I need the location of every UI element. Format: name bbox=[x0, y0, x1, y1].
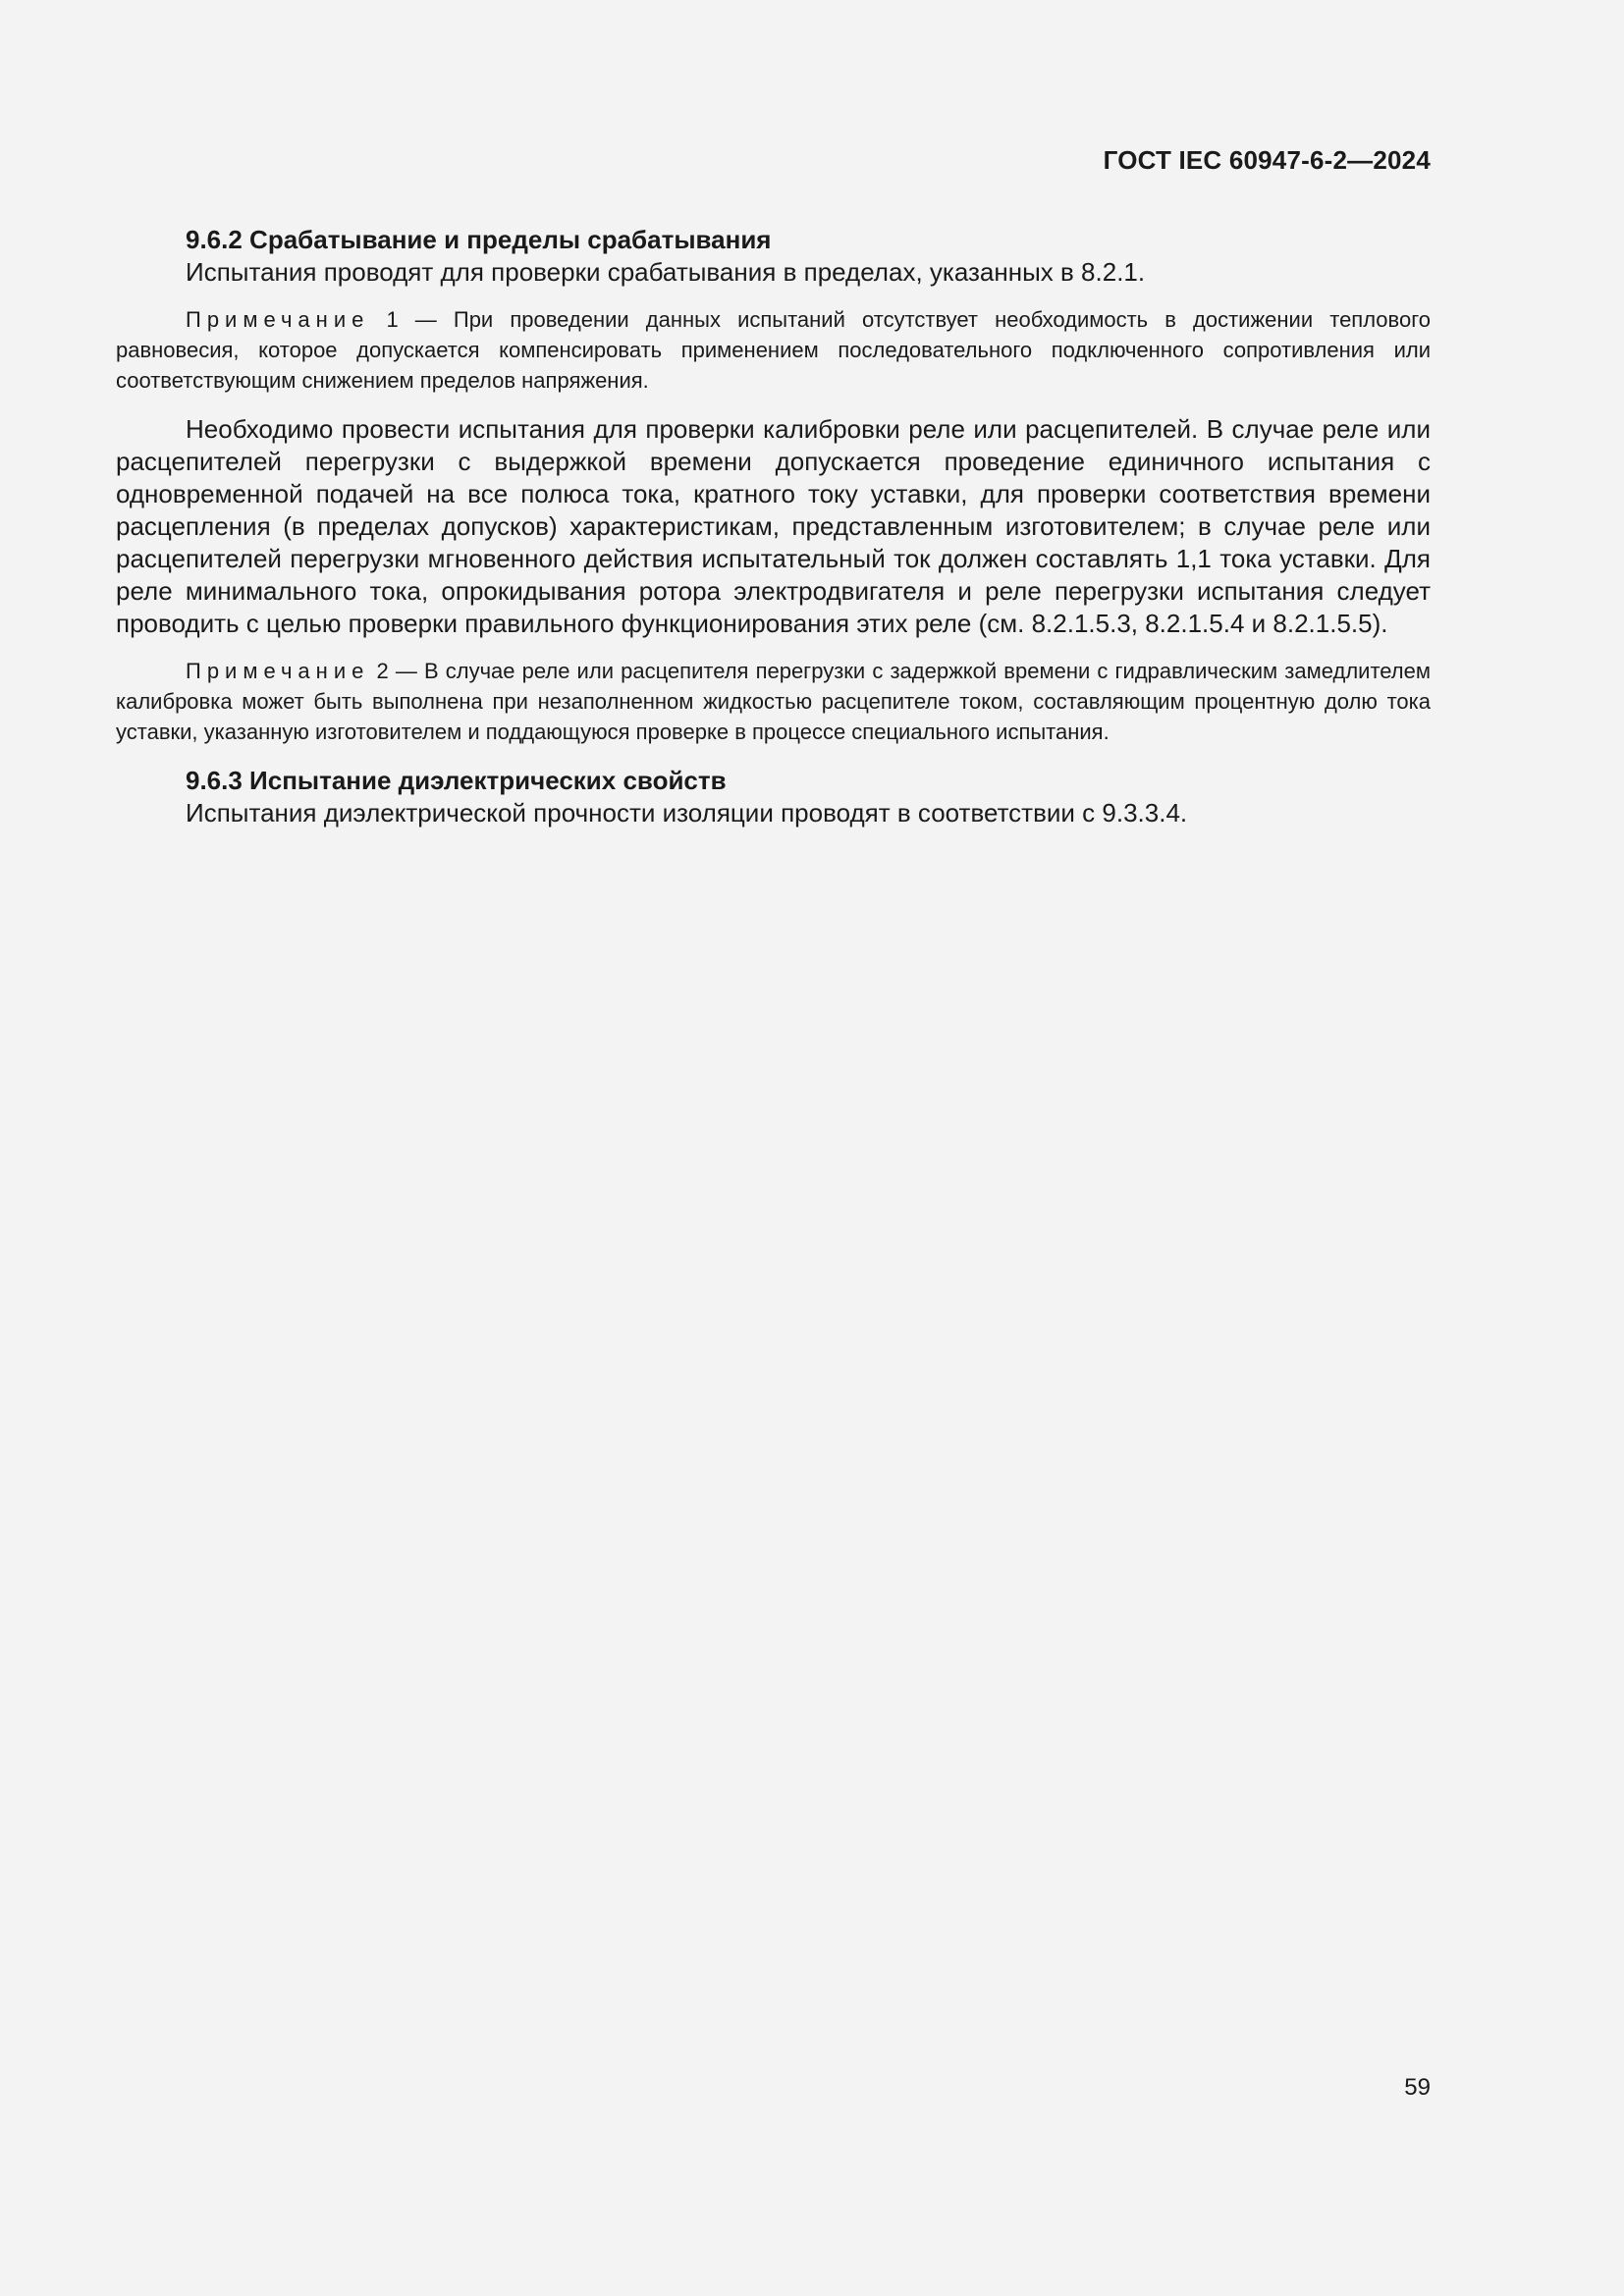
note-1 bbox=[116, 304, 1431, 396]
section-9-6-2-body: Необходимо провести испытания для проверки калибровки реле или расцепителей. В случае реле или расцепителей перегрузки с выдержкой времени допускается проведение единичного испытания с одновременной подачей на все полюса тока, кратного току уставки, для проверки соответствия времени расцепления (в пределах допусков) характеристикам, представленным изготовителем; в случае реле или расцепителей перегрузки мгновенного действия испытательный ток должен составлять 1,1 тока уставки. Для реле минимального тока, опрокидывания ротора электродвигателя и реле перегрузки испытания следует проводить с целью проверки правильного функционирования этих реле (см. 8.2.1.5.3, 8.2.1.5.4 и 8.2.1.5.5). bbox=[116, 414, 1431, 638]
document-page bbox=[116, 0, 1431, 2296]
document-body bbox=[116, 224, 1431, 829]
note-2-label: Примечание bbox=[186, 659, 370, 683]
section-9-6-3-title: 9.6.3 Испытание диэлектрических свойств bbox=[186, 766, 727, 795]
page-number: 59 bbox=[1404, 2074, 1431, 2101]
note-2-text: 2 — В случае реле или расцепителя перегрузки с задержкой времени с гидравлическим замедлителем калибровка может быть выполнена при незаполненном жидкостью расцепителе током, составляющим процентную долю тока уставки, указанную изготовителем и поддающуюся проверке в процессе специального испытания. bbox=[116, 659, 1431, 744]
note-1-label: Примечание bbox=[186, 307, 370, 332]
section-9-6-2-title: 9.6.2 Срабатывание и пределы срабатывания bbox=[186, 225, 772, 254]
note-1-text: 1 — При проведении данных испытаний отсутствует необходимость в достижении теплового равновесия, которое допускается компенсировать применением последовательного подключенного сопротивления или соответствующим снижением пределов напряжения. bbox=[116, 307, 1431, 393]
note-2 bbox=[116, 656, 1431, 747]
section-9-6-3-intro: Испытания диэлектрической прочности изоляции проводят в соответствии с 9.3.3.4. bbox=[186, 798, 1188, 828]
section-9-6-2-intro: Испытания проводят для проверки срабатывания в пределах, указанных в 8.2.1. bbox=[186, 257, 1146, 287]
document-header-id: ГОСТ IEC 60947-6-2—2024 bbox=[1103, 145, 1431, 175]
